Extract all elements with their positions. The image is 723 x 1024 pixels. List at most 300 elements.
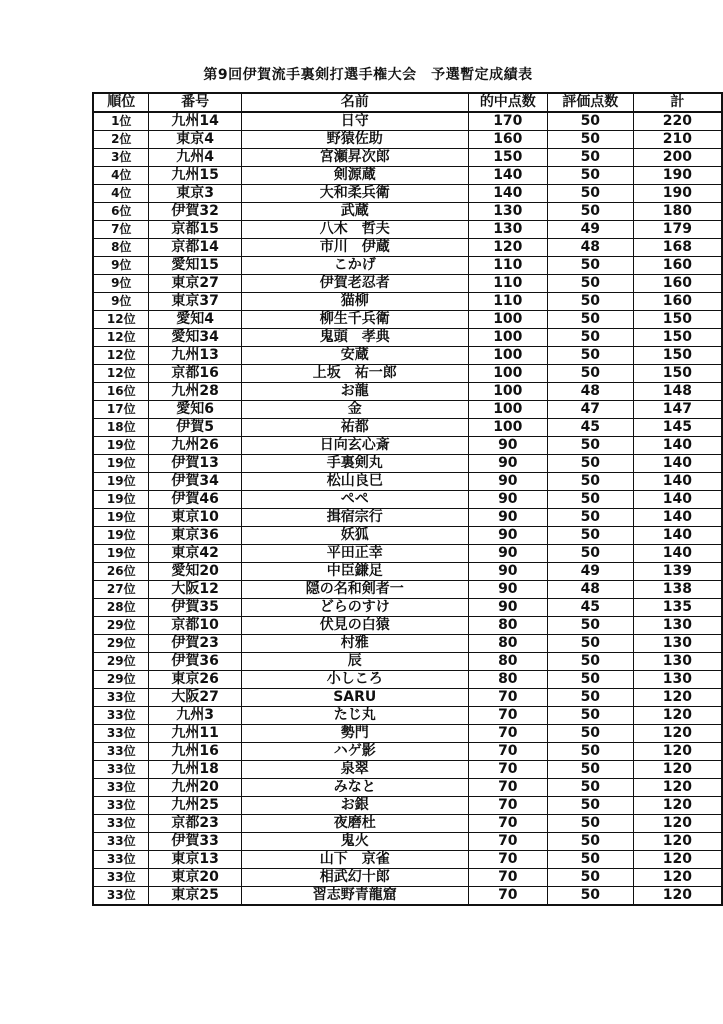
number-cell: 京都23 [149,815,241,833]
name-cell: 平田正幸 [241,545,468,563]
name-cell: 伊賀老忍者 [241,275,468,293]
total-cell: 130 [633,635,722,653]
table-row [93,347,722,365]
table-row [93,671,722,689]
name-cell: 鬼頭 孝典 [241,329,468,347]
rank-cell: 33位 [93,743,149,761]
header-name: 名前 [241,93,468,112]
hit-points-cell: 70 [468,815,547,833]
evaluation-points-cell: 50 [547,455,633,473]
table-row [93,563,722,581]
evaluation-points-cell: 50 [547,689,633,707]
table-row [93,149,722,167]
evaluation-points-cell: 50 [547,815,633,833]
number-cell: 東京37 [149,293,241,311]
evaluation-points-cell: 50 [547,527,633,545]
total-cell: 190 [633,167,722,185]
total-cell: 138 [633,581,722,599]
number-cell: 伊賀33 [149,833,241,851]
name-cell: 相武幻十郎 [241,869,468,887]
rank-cell: 19位 [93,527,149,545]
number-cell: 九州11 [149,725,241,743]
number-cell: 東京3 [149,185,241,203]
hit-points-cell: 70 [468,779,547,797]
number-cell: 九州15 [149,167,241,185]
name-cell: お龍 [241,383,468,401]
number-cell: 愛知34 [149,329,241,347]
table-row [93,112,722,131]
name-cell: 日守 [241,112,468,131]
total-cell: 168 [633,239,722,257]
table-row [93,311,722,329]
table-row [93,167,722,185]
hit-points-cell: 100 [468,311,547,329]
evaluation-points-cell: 50 [547,509,633,527]
table-row [93,437,722,455]
rank-cell: 16位 [93,383,149,401]
evaluation-points-cell: 50 [547,131,633,149]
evaluation-points-cell: 50 [547,275,633,293]
hit-points-cell: 80 [468,671,547,689]
evaluation-points-cell: 50 [547,851,633,869]
hit-points-cell: 70 [468,689,547,707]
hit-points-cell: 110 [468,293,547,311]
table-row [93,221,722,239]
total-cell: 120 [633,743,722,761]
name-cell: ハゲ影 [241,743,468,761]
evaluation-points-cell: 50 [547,797,633,815]
rank-cell: 27位 [93,581,149,599]
name-cell: 伏見の白猿 [241,617,468,635]
rank-cell: 12位 [93,347,149,365]
number-cell: 伊賀36 [149,653,241,671]
name-cell: みなと [241,779,468,797]
rank-cell: 12位 [93,365,149,383]
total-cell: 120 [633,707,722,725]
table-row [93,851,722,869]
header-evaluation-points: 評価点数 [547,93,633,112]
table-row [93,815,722,833]
number-cell: 伊賀23 [149,635,241,653]
hit-points-cell: 90 [468,437,547,455]
name-cell: 猫柳 [241,293,468,311]
number-cell: 伊賀32 [149,203,241,221]
table-row [93,185,722,203]
rank-cell: 33位 [93,851,149,869]
number-cell: 大阪12 [149,581,241,599]
evaluation-points-cell: 48 [547,239,633,257]
name-cell: 妖狐 [241,527,468,545]
number-cell: 愛知20 [149,563,241,581]
rank-cell: 2位 [93,131,149,149]
evaluation-points-cell: 50 [547,725,633,743]
evaluation-points-cell: 50 [547,743,633,761]
rank-cell: 29位 [93,635,149,653]
total-cell: 140 [633,437,722,455]
name-cell: 小しころ [241,671,468,689]
rank-cell: 29位 [93,671,149,689]
table-row [93,329,722,347]
evaluation-points-cell: 50 [547,653,633,671]
hit-points-cell: 100 [468,365,547,383]
hit-points-cell: 70 [468,743,547,761]
table-row [93,473,722,491]
table-row [93,545,722,563]
name-cell: こかげ [241,257,468,275]
evaluation-points-cell: 45 [547,419,633,437]
rank-cell: 33位 [93,869,149,887]
total-cell: 120 [633,797,722,815]
total-cell: 120 [633,779,722,797]
evaluation-points-cell: 50 [547,617,633,635]
rank-cell: 1位 [93,112,149,131]
header-rank: 順位 [93,93,149,112]
table-row [93,401,722,419]
hit-points-cell: 110 [468,275,547,293]
hit-points-cell: 70 [468,761,547,779]
total-cell: 120 [633,833,722,851]
name-cell: 武蔵 [241,203,468,221]
table-row [93,581,722,599]
table-row [93,761,722,779]
name-cell: 柳生千兵衛 [241,311,468,329]
total-cell: 120 [633,689,722,707]
rank-cell: 19位 [93,509,149,527]
evaluation-points-cell: 50 [547,779,633,797]
table-row [93,743,722,761]
evaluation-points-cell: 50 [547,473,633,491]
name-cell: 習志野青龍窟 [241,887,468,906]
number-cell: 伊賀34 [149,473,241,491]
name-cell: 祐都 [241,419,468,437]
number-cell: 東京25 [149,887,241,906]
rank-cell: 6位 [93,203,149,221]
total-cell: 160 [633,275,722,293]
evaluation-points-cell: 50 [547,707,633,725]
name-cell: 村雅 [241,635,468,653]
number-cell: 東京4 [149,131,241,149]
evaluation-points-cell: 50 [547,833,633,851]
evaluation-points-cell: 50 [547,887,633,906]
number-cell: 伊賀13 [149,455,241,473]
evaluation-points-cell: 50 [547,329,633,347]
total-cell: 120 [633,887,722,906]
number-cell: 東京27 [149,275,241,293]
table-row [93,293,722,311]
number-cell: 京都14 [149,239,241,257]
total-cell: 150 [633,365,722,383]
number-cell: 愛知6 [149,401,241,419]
hit-points-cell: 120 [468,239,547,257]
evaluation-points-cell: 50 [547,203,633,221]
number-cell: 九州20 [149,779,241,797]
number-cell: 九州3 [149,707,241,725]
total-cell: 130 [633,653,722,671]
hit-points-cell: 70 [468,869,547,887]
total-cell: 120 [633,725,722,743]
rank-cell: 26位 [93,563,149,581]
evaluation-points-cell: 50 [547,149,633,167]
number-cell: 京都10 [149,617,241,635]
rank-cell: 19位 [93,545,149,563]
table-row [93,275,722,293]
name-cell: 上坂 祐一郎 [241,365,468,383]
rank-cell: 19位 [93,491,149,509]
hit-points-cell: 90 [468,473,547,491]
hit-points-cell: 90 [468,545,547,563]
table-row [93,869,722,887]
number-cell: 九州26 [149,437,241,455]
table-row [93,203,722,221]
rank-cell: 17位 [93,401,149,419]
results-table [92,92,723,906]
rank-cell: 4位 [93,185,149,203]
total-cell: 140 [633,473,722,491]
total-cell: 150 [633,347,722,365]
hit-points-cell: 130 [468,203,547,221]
rank-cell: 4位 [93,167,149,185]
rank-cell: 33位 [93,797,149,815]
total-cell: 135 [633,599,722,617]
evaluation-points-cell: 50 [547,365,633,383]
total-cell: 140 [633,527,722,545]
total-cell: 139 [633,563,722,581]
total-cell: 140 [633,545,722,563]
header-total: 計 [633,93,722,112]
number-cell: 九州14 [149,112,241,131]
evaluation-points-cell: 50 [547,293,633,311]
hit-points-cell: 90 [468,581,547,599]
total-cell: 200 [633,149,722,167]
table-row [93,887,722,906]
evaluation-points-cell: 49 [547,221,633,239]
name-cell: お銀 [241,797,468,815]
total-cell: 147 [633,401,722,419]
table-row [93,689,722,707]
table-row [93,455,722,473]
hit-points-cell: 100 [468,383,547,401]
hit-points-cell: 90 [468,527,547,545]
evaluation-points-cell: 47 [547,401,633,419]
hit-points-cell: 90 [468,455,547,473]
results-body [93,112,722,905]
rank-cell: 33位 [93,833,149,851]
hit-points-cell: 100 [468,401,547,419]
total-cell: 190 [633,185,722,203]
evaluation-points-cell: 50 [547,347,633,365]
hit-points-cell: 150 [468,149,547,167]
total-cell: 140 [633,509,722,527]
total-cell: 179 [633,221,722,239]
rank-cell: 7位 [93,221,149,239]
table-row [93,419,722,437]
total-cell: 148 [633,383,722,401]
rank-cell: 33位 [93,725,149,743]
hit-points-cell: 70 [468,707,547,725]
rank-cell: 29位 [93,617,149,635]
number-cell: 京都16 [149,365,241,383]
total-cell: 150 [633,311,722,329]
hit-points-cell: 70 [468,887,547,906]
hit-points-cell: 80 [468,617,547,635]
table-row [93,653,722,671]
rank-cell: 33位 [93,887,149,906]
table-row [93,239,722,257]
hit-points-cell: 70 [468,833,547,851]
name-cell: 野猿佐助 [241,131,468,149]
table-row [93,365,722,383]
number-cell: 九州25 [149,797,241,815]
total-cell: 150 [633,329,722,347]
table-header-row [93,93,722,112]
name-cell: SARU [241,689,468,707]
table-row [93,509,722,527]
total-cell: 160 [633,257,722,275]
evaluation-points-cell: 50 [547,185,633,203]
table-row [93,617,722,635]
number-cell: 九州28 [149,383,241,401]
hit-points-cell: 90 [468,563,547,581]
number-cell: 九州13 [149,347,241,365]
name-cell: 手裏剣丸 [241,455,468,473]
table-row [93,635,722,653]
table-row [93,527,722,545]
evaluation-points-cell: 50 [547,311,633,329]
rank-cell: 18位 [93,419,149,437]
hit-points-cell: 90 [468,599,547,617]
evaluation-points-cell: 50 [547,545,633,563]
rank-cell: 12位 [93,329,149,347]
number-cell: 東京36 [149,527,241,545]
table-row [93,491,722,509]
evaluation-points-cell: 45 [547,599,633,617]
total-cell: 140 [633,491,722,509]
table-row [93,833,722,851]
hit-points-cell: 110 [468,257,547,275]
name-cell: 中臣鎌足 [241,563,468,581]
name-cell: 揖宿宗行 [241,509,468,527]
evaluation-points-cell: 50 [547,257,633,275]
name-cell: 安蔵 [241,347,468,365]
number-cell: 東京10 [149,509,241,527]
name-cell: 松山良巳 [241,473,468,491]
name-cell: 鬼火 [241,833,468,851]
name-cell: どらのすけ [241,599,468,617]
rank-cell: 19位 [93,437,149,455]
name-cell: 八木 哲夫 [241,221,468,239]
rank-cell: 33位 [93,707,149,725]
number-cell: 九州16 [149,743,241,761]
hit-points-cell: 70 [468,725,547,743]
rank-cell: 33位 [93,761,149,779]
table-row [93,383,722,401]
number-cell: 伊賀5 [149,419,241,437]
hit-points-cell: 70 [468,797,547,815]
rank-cell: 19位 [93,473,149,491]
evaluation-points-cell: 48 [547,581,633,599]
rank-cell: 8位 [93,239,149,257]
rank-cell: 29位 [93,653,149,671]
hit-points-cell: 80 [468,653,547,671]
total-cell: 130 [633,671,722,689]
rank-cell: 9位 [93,293,149,311]
name-cell: 辰 [241,653,468,671]
total-cell: 145 [633,419,722,437]
name-cell: 大和柔兵衛 [241,185,468,203]
total-cell: 210 [633,131,722,149]
total-cell: 120 [633,851,722,869]
total-cell: 220 [633,112,722,131]
table-row [93,131,722,149]
rank-cell: 33位 [93,779,149,797]
hit-points-cell: 130 [468,221,547,239]
hit-points-cell: 90 [468,509,547,527]
hit-points-cell: 140 [468,185,547,203]
evaluation-points-cell: 50 [547,869,633,887]
rank-cell: 9位 [93,275,149,293]
rank-cell: 33位 [93,815,149,833]
rank-cell: 3位 [93,149,149,167]
total-cell: 120 [633,815,722,833]
hit-points-cell: 100 [468,329,547,347]
number-cell: 東京20 [149,869,241,887]
evaluation-points-cell: 50 [547,112,633,131]
total-cell: 130 [633,617,722,635]
total-cell: 180 [633,203,722,221]
number-cell: 大阪27 [149,689,241,707]
number-cell: 九州18 [149,761,241,779]
name-cell: 市川 伊蔵 [241,239,468,257]
header-number: 番号 [149,93,241,112]
name-cell: 金 [241,401,468,419]
number-cell: 東京13 [149,851,241,869]
table-row [93,779,722,797]
table-row [93,707,722,725]
number-cell: 東京42 [149,545,241,563]
evaluation-points-cell: 50 [547,761,633,779]
evaluation-points-cell: 49 [547,563,633,581]
header-hit-points: 的中点数 [468,93,547,112]
total-cell: 160 [633,293,722,311]
total-cell: 120 [633,761,722,779]
evaluation-points-cell: 50 [547,491,633,509]
name-cell: 剣源蔵 [241,167,468,185]
table-row [93,599,722,617]
table-row [93,797,722,815]
evaluation-points-cell: 50 [547,671,633,689]
hit-points-cell: 100 [468,419,547,437]
number-cell: 九州4 [149,149,241,167]
rank-cell: 33位 [93,689,149,707]
hit-points-cell: 160 [468,131,547,149]
name-cell: 夜磨杜 [241,815,468,833]
name-cell: 宮瀬昇次郎 [241,149,468,167]
total-cell: 140 [633,455,722,473]
table-row [93,257,722,275]
document-title: 第9回伊賀流手裏剣打選手権大会 予選暫定成績表 [203,67,533,83]
table-row [93,725,722,743]
name-cell: 隠の名和剣者一 [241,581,468,599]
number-cell: 東京26 [149,671,241,689]
hit-points-cell: 140 [468,167,547,185]
name-cell: ペペ [241,491,468,509]
number-cell: 伊賀35 [149,599,241,617]
number-cell: 愛知15 [149,257,241,275]
name-cell: 日向玄心斎 [241,437,468,455]
evaluation-points-cell: 50 [547,635,633,653]
number-cell: 伊賀46 [149,491,241,509]
rank-cell: 19位 [93,455,149,473]
